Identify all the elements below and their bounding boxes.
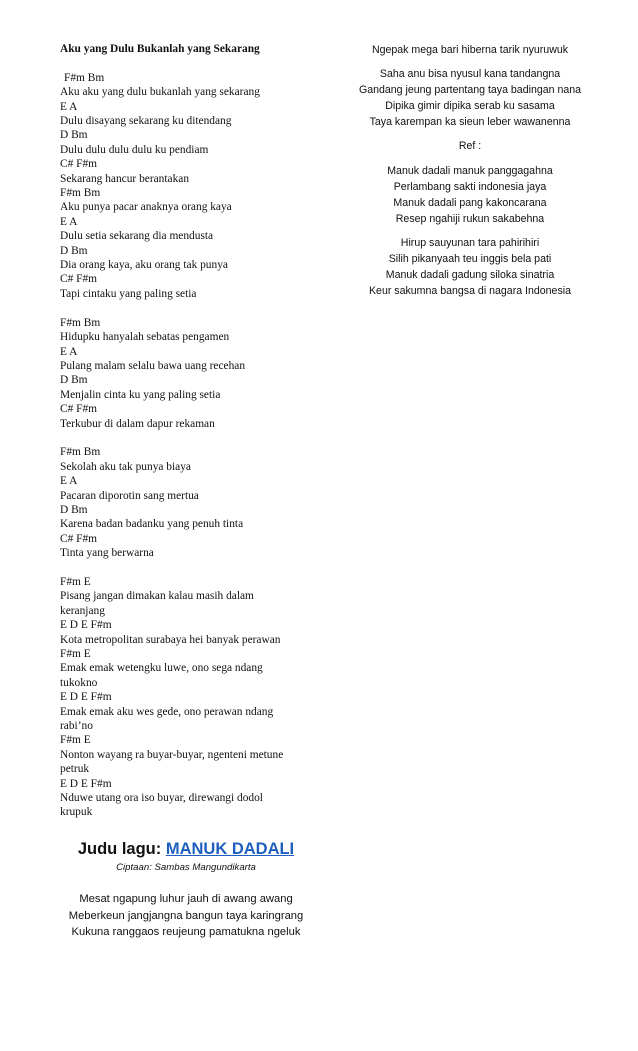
chord-line: F#m Bm <box>60 316 101 329</box>
chord-line: F#m E <box>60 734 91 747</box>
lyrics-with-chords <box>60 71 315 820</box>
chord-line: F#m Bm <box>60 187 101 200</box>
lyric-line: Tapi cintaku yang paling setia <box>60 287 197 300</box>
chord-line: E A <box>60 215 78 228</box>
lyric-line: Mesat ngapung luhur jauh di awang awang <box>79 893 293 905</box>
lyric-line: Silih pikanyaah teu inggis bela pati <box>388 253 552 266</box>
chord-line: E A <box>60 100 78 113</box>
lyric-line: Kota metropolitan surabaya hei banyak perawan <box>60 633 281 646</box>
lyric-line: Terkubur di dalam dapur rekaman <box>60 417 215 430</box>
lyric-line: Nonton wayang ra buyar-buyar, ngenteni metune <box>60 748 284 761</box>
lyric-line: Pisang jangan dimakan kalau masih dalam <box>60 590 254 603</box>
chord-line: C# F#m <box>60 273 98 286</box>
lyric-line: Dia orang kaya, aku orang tak punya <box>60 259 228 272</box>
manuk-dadali-section <box>60 838 312 941</box>
lyric-line: Tinta yang berwarna <box>60 547 154 560</box>
lyric-line: Dulu setia sekarang dia mendusta <box>60 230 214 243</box>
lyric-line: Ref : <box>458 140 482 153</box>
stanza <box>60 71 315 302</box>
song-title: Aku yang Dulu Bukanlah yang Sekarang <box>60 43 260 55</box>
lyric-line: Saha anu bisa nyusul kana tandangna <box>379 68 561 81</box>
lyric-line: petruk <box>60 763 90 776</box>
chord-line: E A <box>60 475 78 488</box>
chord-line: D Bm <box>60 244 88 257</box>
chord-line: E D E F#m <box>60 691 112 704</box>
chord-line: F#m E <box>60 648 91 660</box>
lyric-line: Manuk dadali gadung siloka sinatria <box>385 269 555 282</box>
lyric-line: Pulang malam selalu bawa uang recehan <box>60 359 246 372</box>
chord-line: C# F#m <box>60 532 98 545</box>
chord-line: E D E F#m <box>60 619 112 632</box>
stanza <box>60 316 315 431</box>
lyric-line: rabi’no <box>60 720 93 733</box>
lyric-line: Nduwe utang ora iso buyar, direwangi dodol <box>60 792 263 805</box>
stanza <box>340 235 600 299</box>
lyric-line: Ngepak mega bari hiberna tarik nyuruwuk <box>371 44 569 56</box>
lyric-line: Dulu disayang sekarang ku ditendang <box>60 115 232 128</box>
lyric-line: Emak emak aku wes gede, ono perawan ndang <box>60 705 274 718</box>
left-column <box>60 42 315 834</box>
lyric-line: Sekolah aku tak punya biaya <box>60 460 191 473</box>
song-heading-label: Judu lagu: <box>77 840 166 858</box>
chord-line: E A <box>60 345 78 358</box>
stanza <box>60 445 315 560</box>
right-column <box>340 42 600 307</box>
lyric-line: keranjang <box>60 604 105 617</box>
chord-line: C# F#m <box>60 403 98 416</box>
manuk-dadali-lyrics-continued <box>340 42 600 299</box>
chord-line: E D E F#m <box>60 777 112 790</box>
stanza <box>60 575 315 820</box>
chord-line: D Bm <box>60 503 88 516</box>
lyric-line: Kukuna ranggaos reujeung pamatukna ngeluk <box>71 926 301 938</box>
song-name-link[interactable]: MANUK DADALI <box>165 840 295 858</box>
lyric-line: Keur sakumna bangsa di nagara Indonesia <box>368 285 571 298</box>
lyric-line: Aku punya pacar anaknya orang kaya <box>60 201 232 214</box>
chord-line: C# F#m <box>60 158 98 171</box>
composer-credit: Ciptaan: Sambas Mangundikarta <box>116 862 256 873</box>
lyric-line: Pacaran diporotin sang mertua <box>60 489 199 502</box>
opening-lyrics <box>60 891 312 941</box>
lyric-line: Emak emak wetengku luwe, ono sega ndang <box>60 662 263 675</box>
lyric-line: tukokno <box>60 676 98 689</box>
lyric-line: Hirup sauyunan tara pahirihiri <box>400 236 540 249</box>
lyric-line: krupuk <box>60 806 93 819</box>
lyric-line: Perlambang sakti indonesia jaya <box>393 180 547 193</box>
lyric-line: Manuk dadali pang kakoncarana <box>393 196 547 209</box>
stanza <box>340 138 600 154</box>
song-heading <box>60 838 312 860</box>
chord-line: D Bm <box>60 374 88 387</box>
lyric-line: Taya karempan ka sieun leber wawanenna <box>369 116 571 129</box>
lyric-line: Meberkeun jangjangna bangun taya karingrang <box>68 909 304 922</box>
stanza <box>340 42 600 58</box>
chord-line: F#m Bm <box>64 71 105 84</box>
lyric-line: Resep ngahiji rukun sakabehna <box>395 212 545 225</box>
lyric-line: Aku aku yang dulu bukanlah yang sekarang <box>60 86 260 99</box>
stanza <box>340 66 600 130</box>
lyric-line: Gandang jeung partentang taya badingan nana <box>358 84 582 97</box>
lyric-line: Manuk dadali manuk panggagahna <box>387 164 553 177</box>
chord-line: F#m E <box>60 575 91 588</box>
lyric-line: Dulu dulu dulu dulu ku pendiam <box>60 143 209 156</box>
chord-line: D Bm <box>60 129 88 142</box>
lyric-line: Sekarang hancur berantakan <box>60 172 190 185</box>
lyric-line: Menjalin cinta ku yang paling setia <box>60 388 221 401</box>
stanza <box>340 163 600 227</box>
lyric-line: Karena badan badanku yang penuh tinta <box>60 518 244 531</box>
lyric-line: Hidupku hanyalah sebatas pengamen <box>60 331 230 344</box>
chord-line: F#m Bm <box>60 446 101 459</box>
lyric-line: Dipika gimir dipika serab ku sasama <box>385 100 555 113</box>
